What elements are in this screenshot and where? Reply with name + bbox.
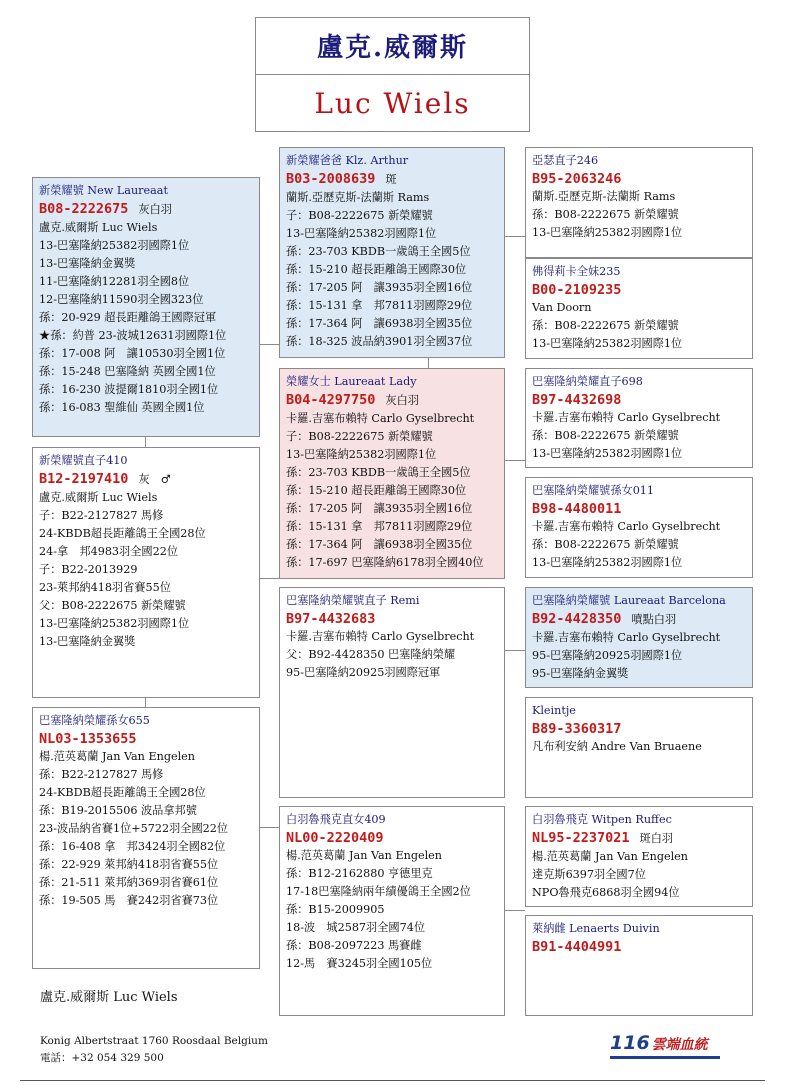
info-lines [532, 299, 746, 353]
info-line: 孫：21-511 萊邦納369羽省賽61位 [39, 876, 219, 889]
kleintje-card[interactable] [525, 697, 753, 798]
bird-name: 巴塞隆納榮耀孫女655 [39, 714, 150, 727]
info-line: 24-KBDB超長距離鴿王全國28位 [39, 527, 206, 540]
info-line: 孫：B08-2222675 新榮耀號 [532, 538, 679, 551]
info-line: 蘭斯.亞歷克斯-法蘭斯 Rams [286, 191, 430, 204]
info-line: 孫：B08-2222675 新榮耀號 [532, 319, 679, 332]
info-lines [286, 410, 498, 572]
info-line: 孫：18-325 波品納3901羽全國37位 [286, 335, 473, 348]
info-line: 楊.范英葛蘭 Jan Van Engelen [39, 750, 196, 763]
connector [145, 697, 146, 707]
info-line: 18-波 城2587羽全國74位 [286, 921, 426, 934]
info-line: 子：B22-2127827 馬修 [39, 509, 164, 522]
info-line: 孫：17-008 阿 讓10530羽全國1位 [39, 347, 226, 360]
dam-card[interactable] [279, 368, 505, 579]
info-line: 13-巴塞隆納25382羽國際1位 [532, 226, 683, 239]
info-line: 孫：22-929 萊邦納418羽省賽55位 [39, 858, 219, 871]
color-note: 噴點白羽 [631, 613, 677, 626]
info-lines [532, 848, 746, 902]
info-line: 孫：20-929 超長距離鴿王國際冠軍 [39, 311, 217, 324]
info-line: 卡羅.吉塞布賴特 Carlo Gyselbrecht [286, 412, 475, 425]
bird-name: 白羽魯飛克 Witpen Ruffec [532, 813, 672, 826]
info-lines [39, 489, 253, 651]
info-line: Van Doorn [532, 301, 592, 314]
connector [505, 236, 525, 237]
subject-card[interactable] [32, 177, 260, 437]
info-line: 孫：15-210 超長距離鴿王國際30位 [286, 484, 467, 497]
info-line: 孫：15-131 拿 邦7811羽國際29位 [286, 520, 473, 533]
info-line: 孫：B15-2009905 [286, 903, 385, 916]
info-line: 子：B08-2222675 新榮耀號 [286, 430, 433, 443]
connector [259, 578, 279, 579]
info-line: 父：B92-4428350 巴塞隆納榮耀 [286, 648, 456, 661]
info-line: 13-巴塞隆納金翼獎 [39, 257, 136, 270]
info-line: 盧克.威爾斯 Luc Wiels [39, 491, 158, 504]
grand-dam-dam-card[interactable] [525, 477, 753, 578]
info-line: 孫：17-364 阿 讓6938羽全國35位 [286, 317, 473, 330]
connector [505, 460, 525, 461]
info-line: 楊.范英葛蘭 Jan Van Engelen [286, 849, 443, 862]
info-line: 13-巴塞隆納25382羽國際1位 [286, 448, 437, 461]
info-line: 孫：B08-2222675 新榮耀號 [532, 429, 679, 442]
bird-name: 新榮耀爸爸 Klz. Arthur [286, 154, 409, 167]
info-line: 13-巴塞隆納25382羽國際1位 [532, 447, 683, 460]
info-line: 13-巴塞隆納金翼獎 [39, 635, 136, 648]
info-line: 孫：B19-2015506 波品拿邦號 [39, 804, 197, 817]
info-line: 孫：16-408 拿 邦3424羽全國82位 [39, 840, 226, 853]
bird-name: 巴塞隆納榮耀號 Laureaat Barcelona [532, 594, 726, 607]
info-line: 孫：15-210 超長距離鴿王國際30位 [286, 263, 467, 276]
info-line: 父：B08-2222675 新榮耀號 [39, 599, 186, 612]
info-line: 孫：B22-2127827 馬修 [39, 768, 164, 781]
info-lines [286, 189, 498, 351]
info-lines [39, 219, 253, 417]
info-line: 孫：15-248 巴塞隆納 英國全國1位 [39, 365, 216, 378]
info-lines [286, 628, 498, 682]
ring-number: NL03-1353655 [39, 731, 137, 747]
info-line: 23-波品納省賽1位+5722羽全國22位 [39, 822, 229, 835]
info-line: 13-巴塞隆納25382羽國際1位 [286, 227, 437, 240]
connector [259, 344, 279, 345]
ring-number: B89-3360317 [532, 721, 622, 737]
ring-number: B95-2063246 [532, 171, 622, 187]
bird-name: 萊納雌 Lenaerts Duivin [532, 922, 660, 935]
info-lines [286, 847, 498, 973]
logo-text: 雲端血統 [651, 1037, 708, 1053]
info-line: 95-巴塞隆納20925羽國際冠軍 [286, 666, 441, 679]
info-line: 13-巴塞隆納25382羽國際1位 [532, 337, 683, 350]
lenaerts-duivin-card[interactable] [525, 915, 753, 1016]
bird-name: 巴塞隆納榮耀號孫女011 [532, 484, 655, 497]
mate2-card[interactable] [32, 707, 260, 969]
info-line: 孫：17-205 阿 讓3935羽全國16位 [286, 281, 473, 294]
connector [505, 650, 525, 651]
witpen-daughter-card[interactable] [279, 806, 505, 1016]
bottom-divider [20, 1080, 765, 1081]
pedigree-title [255, 17, 530, 132]
bird-name: 新榮耀號 New Laureaat [39, 184, 168, 197]
info-line: 12-馬 賽3245羽全國105位 [286, 957, 433, 970]
ring-number: B98-4480011 [532, 501, 622, 517]
info-line: ★孫：約普 23-波城12631羽國際1位 [39, 329, 227, 342]
bird-name: 新榮耀號直子410 [39, 454, 128, 467]
color-note: 斑 [385, 173, 397, 186]
ring-number: NL00-2220409 [286, 830, 384, 846]
owner-address: Konig Albertstraat 1760 Roosdaal Belgium [40, 1035, 268, 1047]
info-lines [532, 409, 746, 463]
connector [428, 358, 429, 368]
logo-number: 116 [610, 1032, 650, 1054]
bird-name: 巴塞隆納榮耀號直子 Remi [286, 594, 420, 607]
info-line: 孫：16-230 波提爾1810羽全國1位 [39, 383, 219, 396]
owner-phone: 電話：+32 054 329 500 [40, 1052, 164, 1064]
info-line: 楊.范英葛蘭 Jan Van Engelen [532, 850, 689, 863]
info-line: 孫：15-131 拿 邦7811羽國際29位 [286, 299, 473, 312]
info-line: NPO魯飛克6868羽全國94位 [532, 886, 680, 899]
ring-number: B08-2222675 [39, 201, 129, 217]
info-lines [532, 188, 746, 242]
info-line: 孫：19-505 馬 賽242羽省賽73位 [39, 894, 219, 907]
bird-name: 亞瑟直子246 [532, 154, 599, 167]
ring-number: B92-4428350 [532, 611, 622, 627]
connector [505, 910, 525, 911]
ring-number: B97-4432683 [286, 611, 376, 627]
info-line: 12-巴塞隆納11590羽全國323位 [39, 293, 204, 306]
info-line: 卡羅.吉塞布賴特 Carlo Gyselbrecht [532, 520, 721, 533]
info-line: 13-巴塞隆納25382羽國際1位 [39, 239, 190, 252]
info-line: 子：B08-2222675 新榮耀號 [286, 209, 433, 222]
info-line: 孫：23-703 KBDB一歲鴿王全國5位 [286, 466, 471, 479]
owner-name: 盧克.威爾斯 Luc Wiels [40, 990, 178, 1005]
ring-number: B12-2197410 [39, 471, 129, 487]
bird-name: 巴塞隆納榮耀直子698 [532, 375, 643, 388]
ring-number: B91-4404991 [532, 939, 622, 955]
info-line: 盧克.威爾斯 Luc Wiels [39, 221, 158, 234]
ring-number: B04-4297750 [286, 392, 376, 408]
info-line: 95-巴塞隆納金翼獎 [532, 667, 629, 680]
bird-name: 佛得莉卡全妹235 [532, 265, 621, 278]
barcelona-card[interactable] [525, 587, 753, 688]
color-note: 灰 ♂ [138, 473, 171, 486]
ring-number: B00-2109235 [532, 282, 622, 298]
bird-name: 白羽魯飛克直女409 [286, 813, 386, 826]
brand-logo[interactable] [610, 1032, 722, 1056]
mate1-card[interactable] [32, 447, 260, 698]
bird-name: 榮耀女士 Laureaat Lady [286, 375, 417, 388]
ring-number: B03-2008639 [286, 171, 376, 187]
info-line: 卡羅.吉塞布賴特 Carlo Gyselbrecht [532, 631, 721, 644]
info-line: 蘭斯.亞歷克斯-法蘭斯 Rams [532, 190, 676, 203]
info-line: 子：B22-2013929 [39, 563, 138, 576]
info-line: 達克斯6397羽全國7位 [532, 868, 646, 881]
info-lines [39, 748, 253, 910]
grand-sire-sire-card[interactable] [525, 147, 753, 258]
witpen-ruffec-card[interactable] [525, 806, 753, 907]
info-lines [532, 629, 746, 683]
info-line: 孫：B12-2162880 亨德里克 [286, 867, 433, 880]
remi-card[interactable] [279, 587, 505, 798]
info-line: 卡羅.吉塞布賴特 Carlo Gyselbrecht [286, 630, 475, 643]
info-line: 孫：17-697 巴塞隆納6178羽全國40位 [286, 556, 484, 569]
owner-contact [40, 1033, 268, 1067]
info-line: 23-萊邦納418羽省賽55位 [39, 581, 171, 594]
info-line: 孫：B08-2222675 新榮耀號 [532, 208, 679, 221]
info-line: 孫：17-205 阿 讓3935羽全國16位 [286, 502, 473, 515]
info-lines [532, 738, 746, 756]
connector [259, 827, 279, 828]
grand-dam-sire-card[interactable] [525, 368, 753, 468]
info-line: 11-巴塞隆納12281羽全國8位 [39, 275, 190, 288]
ring-number: B97-4432698 [532, 392, 622, 408]
info-line: 孫：16-083 聖維仙 英國全國1位 [39, 401, 205, 414]
ring-number: NL95-2237021 [532, 830, 630, 846]
grand-sire-dam-card[interactable] [525, 258, 753, 359]
info-line: 24-拿 邦4983羽全國22位 [39, 545, 179, 558]
logo-underline [610, 1056, 720, 1059]
title-chinese: 盧克.威爾斯 [256, 18, 529, 75]
color-note: 灰白羽 [138, 203, 172, 216]
info-line: 孫：23-703 KBDB一歲鴿王全國5位 [286, 245, 471, 258]
info-line: 95-巴塞隆納20925羽國際1位 [532, 649, 683, 662]
info-line: 孫：B08-2097223 馬賽雌 [286, 939, 422, 952]
title-english: Luc Wiels [314, 87, 471, 120]
color-note: 灰白羽 [385, 394, 419, 407]
bird-name: Kleintje [532, 704, 576, 717]
info-line: 13-巴塞隆納25382羽國際1位 [532, 556, 683, 569]
info-line: 17-18巴塞隆納兩年績優鴿王全國2位 [286, 885, 471, 898]
info-lines [532, 518, 746, 572]
info-line: 24-KBDB超長距離鴿王全國28位 [39, 786, 206, 799]
info-line: 凡布利安納 Andre Van Bruaene [532, 740, 702, 753]
color-note: 斑白羽 [639, 832, 674, 845]
info-line: 13-巴塞隆納25382羽國際1位 [39, 617, 190, 630]
sire-card[interactable] [279, 147, 505, 358]
info-line: 孫：17-364 阿 讓6938羽全國35位 [286, 538, 473, 551]
info-line: 卡羅.吉塞布賴特 Carlo Gyselbrecht [532, 411, 721, 424]
